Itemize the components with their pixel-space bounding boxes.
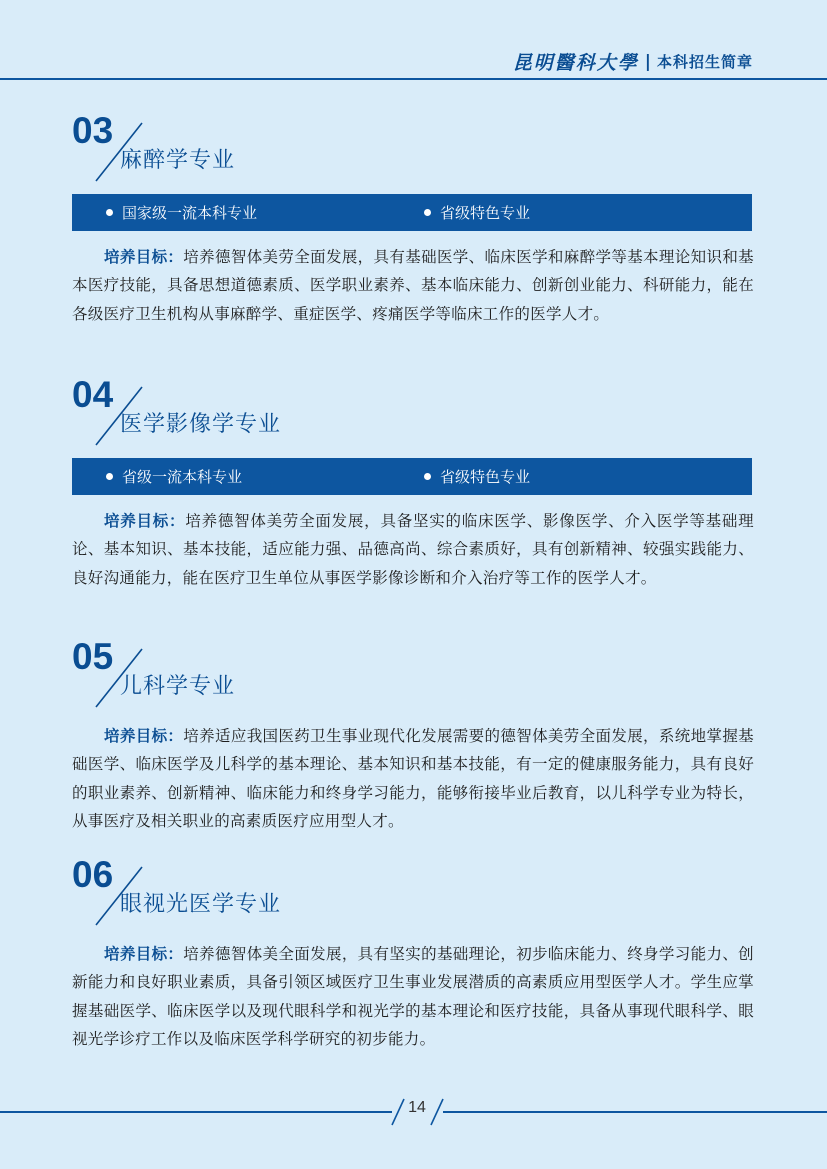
- section-description: [72, 507, 754, 592]
- tag-item: [424, 194, 530, 231]
- section-number: 03: [72, 110, 114, 151]
- bullet-icon: [424, 473, 431, 480]
- header-brand: [513, 48, 753, 75]
- tag-item: [106, 194, 257, 231]
- section-title: 麻醉学专业: [120, 148, 236, 173]
- tag-bar: [72, 458, 752, 495]
- goal-text: 培养德智体美全面发展，具有坚实的基础理论，初步临床能力、终身学习能力、创新能力和良好职业素质，具备引领区域医疗卫生事业发展潜质的高素质应用型医学人才。学生应掌握基础医学、临床医学以及现代眼科学和视光学的基本理论和医疗技能，具备从事现代眼科学、眼视光学诊疗工作以及临床医学科学研究的初步能力。: [72, 945, 754, 1049]
- goal-text: 培养适应我国医药卫生事业现代化发展需要的德智体美劳全面发展，系统地掌握基础医学、临床医学及儿科学的基本理论、基本知识和基本技能，有一定的健康服务能力，具有良好的职业素养、创新精神、临床能力和终身学习能力，能够衔接毕业后教育，以儿科学专业为特长，从事医疗及相关职业的高素质医疗应用型人才。: [72, 727, 754, 831]
- tag-label: 省级特色专业: [440, 204, 531, 222]
- section-title: 儿科学专业: [120, 674, 236, 699]
- page-number: 14: [408, 1099, 426, 1116]
- section-title: 眼视光医学专业: [120, 892, 282, 917]
- goal-label: 培养目标：: [104, 512, 186, 530]
- tag-label: 省级一流本科专业: [122, 468, 243, 486]
- section-title: 医学影像学专业: [120, 412, 282, 437]
- tag-label: 国家级一流本科专业: [122, 204, 258, 222]
- goal-label: 培养目标：: [104, 727, 184, 745]
- goal-label: 培养目标：: [104, 945, 184, 963]
- footer-rule-right: [443, 1111, 827, 1113]
- bullet-icon: [106, 209, 113, 216]
- tag-item: [424, 458, 530, 495]
- tag-bar: [72, 194, 752, 231]
- tag-item: [106, 458, 242, 495]
- section-number: 04: [72, 374, 114, 415]
- section-description: [72, 940, 754, 1054]
- section-number: 05: [72, 636, 114, 677]
- section-description: [72, 243, 754, 328]
- goal-label: 培养目标：: [104, 248, 184, 266]
- school-name: 昆明醫科大學: [512, 52, 639, 74]
- header-rule: [0, 78, 827, 80]
- bullet-icon: [106, 473, 113, 480]
- section-description: [72, 722, 754, 836]
- bullet-icon: [424, 209, 431, 216]
- footer-rule-left: [0, 1111, 392, 1113]
- header-separator: |: [644, 51, 651, 72]
- section-number: 06: [72, 854, 114, 895]
- brochure-title: 本科招生简章: [656, 53, 753, 71]
- goal-text: 培养德智体美劳全面发展，具备坚实的临床医学、影像医学、介入医学等基础理论、基本知识、基本技能，适应能力强、品德高尚、综合素质好，具有创新精神、较强实践能力、良好沟通能力，能在医疗卫生单位从事医学影像诊断和介入治疗等工作的医学人才。: [72, 512, 754, 587]
- tag-label: 省级特色专业: [440, 468, 531, 486]
- goal-text: 培养德智体美劳全面发展，具有基础医学、临床医学和麻醉学等基本理论知识和基本医疗技能，具备思想道德素质、医学职业素养、基本临床能力、创新创业能力、科研能力，能在各级医疗卫生机构从事麻醉学、重症医学、疼痛医学等临床工作的医学人才。: [72, 248, 754, 323]
